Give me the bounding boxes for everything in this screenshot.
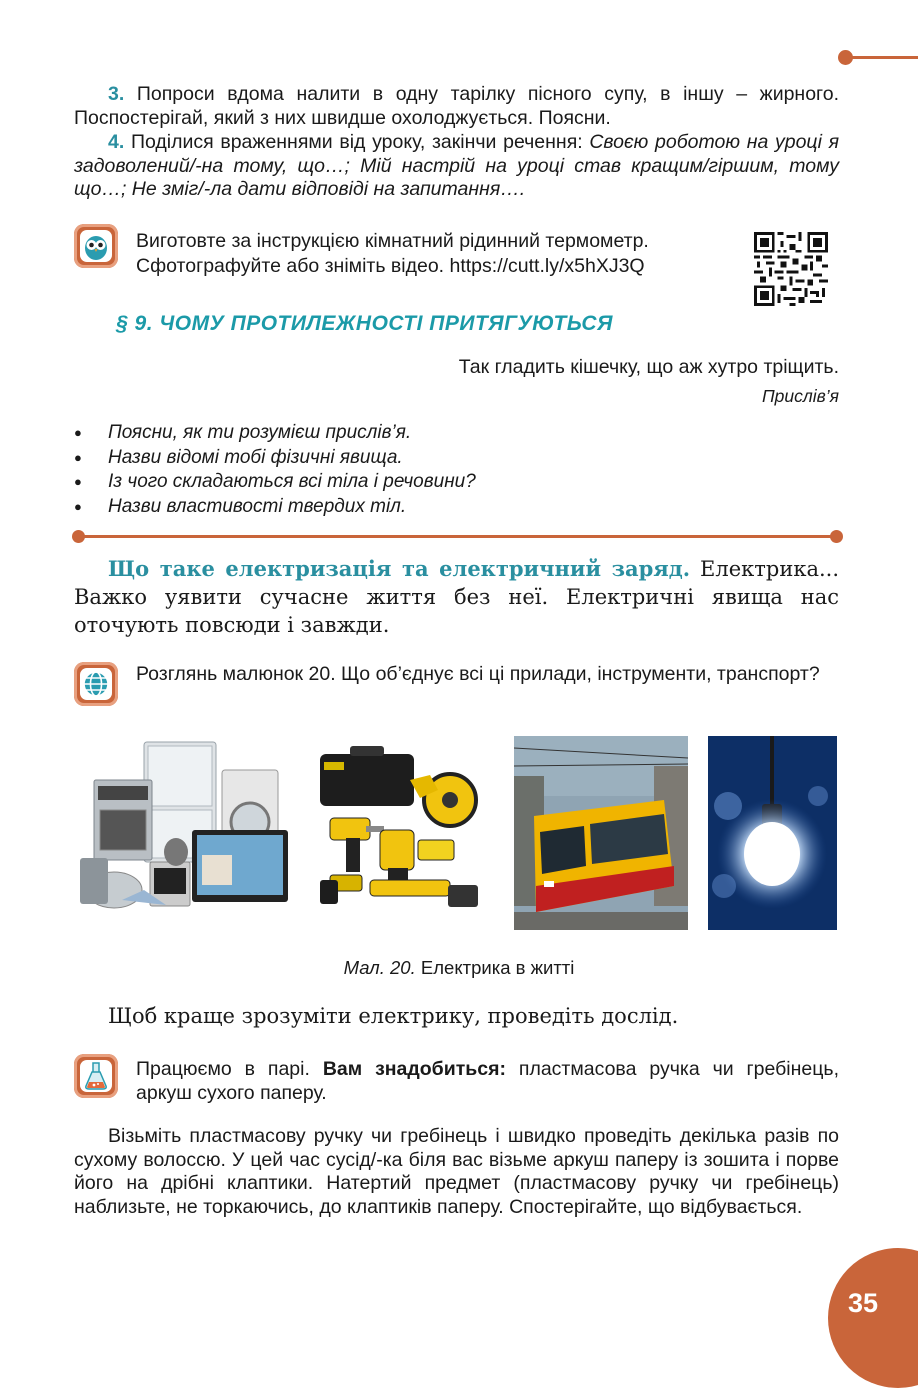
light-bulbs-image xyxy=(708,736,837,930)
list-item: ● Назви відомі тобі фізичні явища. xyxy=(74,446,834,471)
task-4 xyxy=(74,131,839,202)
section-title: § 9. ЧОМУ ПРОТИЛЕЖНОСТІ ПРИТЯГУЮТЬСЯ xyxy=(116,312,613,335)
list-item: ● Із чого складаються всі тіла і речовини? xyxy=(74,470,834,495)
owl-note-text: Виготовте за інструкцією кімнатний рідинний термометр. Сфотографуйте або зніміть відео. https://cutt.ly/x5hXJ3Q xyxy=(136,230,649,277)
task-3-text: Попроси вдома налити в одну тарілку пісного супу, в іншу – жирного. Поспостерігай, який з них швидше охолоджується. Поясни. xyxy=(74,83,839,129)
divider-dot-right xyxy=(830,530,843,543)
procedure-paragraph: Візьміть пластмасову ручку чи гребінець і швидко проведіть декілька разів по сухому волоссю. У цей час сусід/-ка біля вас візьме аркуш паперу із зошита і порве його на дрібні клаптики. Натертий предмет (пластмасову ручку чи гребінець) наблизьте, не торкаючись, до клаптиків паперу. Спостерігайте, що відбувається. xyxy=(74,1125,839,1218)
question-list xyxy=(74,421,834,519)
task-3 xyxy=(74,83,839,130)
globe-note-text: Розглянь малюнок 20. Що об’єднує всі ці прилади, інструменти, транспорт? xyxy=(136,663,820,685)
experiment-bold: Вам знадобиться: xyxy=(322,1058,506,1080)
list-item: ● Поясни, як ти розумієш прислів’я. xyxy=(74,421,834,446)
intro-paragraph xyxy=(74,555,839,639)
globe-icon xyxy=(74,662,118,706)
list-item: ● Назви властивості твердих тіл. xyxy=(74,495,834,520)
experiment-materials: пластмасова ручка чи гребінець, аркуш сухого паперу. xyxy=(136,1058,839,1104)
figure-caption xyxy=(0,957,918,979)
tram-image xyxy=(514,736,688,930)
caption-label: Мал. 20. xyxy=(343,957,416,978)
task-4-text: Поділися враженнями від уроку, закінчи речення: xyxy=(130,131,590,153)
divider xyxy=(80,535,836,538)
intro-heading: Що таке електризація та електричний заряд. xyxy=(108,556,691,581)
flask-icon xyxy=(74,1054,118,1098)
caption-text: Електрика в житті xyxy=(415,957,575,978)
experiment-text xyxy=(136,1057,839,1105)
power-tools-image xyxy=(310,740,490,915)
proverb-source: Прислів’я xyxy=(761,386,839,406)
page-number: 35 xyxy=(848,1288,879,1318)
owl-icon xyxy=(74,224,118,268)
top-decor-dot xyxy=(838,50,853,65)
proverb-text: Так гладить кішечку, що аж хутро тріщить. xyxy=(458,356,839,378)
intro-text: Електрика... Важко уявити сучасне життя без неї. Електричні явища нас оточують повсюди і завжди. xyxy=(74,557,839,637)
task-4-number: 4. xyxy=(108,131,125,153)
task-4-italic: Своєю роботою на уроці я задоволений/-на тому, що…; Мій настрій на уроці став кращим/гіршим, тому що…; Не зміг/-ла дати відповіді на запитання…. xyxy=(74,131,839,200)
household-appliances-image xyxy=(74,740,292,915)
lead-sentence: Щоб краще зрозуміти електрику, проведіть дослід. xyxy=(108,1004,679,1028)
task-3-number: 3. xyxy=(108,83,125,105)
top-decor-line xyxy=(848,56,918,59)
qr-code-icon xyxy=(754,232,828,311)
experiment-intro: Працюємо в парі. xyxy=(136,1058,323,1080)
divider-dot-left xyxy=(72,530,85,543)
